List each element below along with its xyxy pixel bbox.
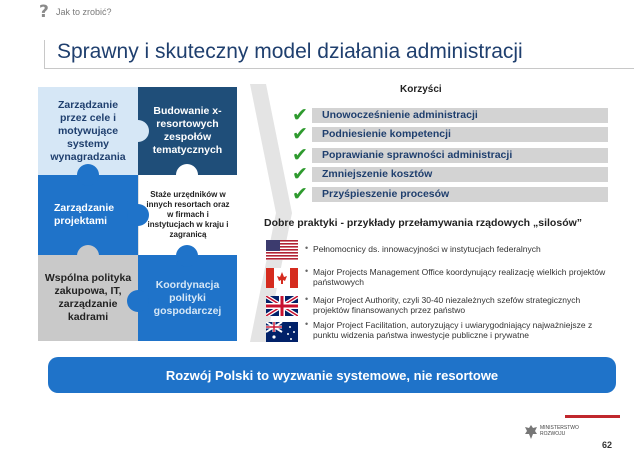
practice-item: Major Project Authority, czyli 30-40 niezależnych szefów strategicznych projektów finansowanych przez państwo [313,295,581,315]
canada-flag-icon [266,268,298,288]
puzzle-tile-internships: Staże urzędników w innych resortach oraz w firmach i instytucjach w kraju i zagranicą [138,175,237,255]
ministry-logo-text: MINISTERSTWO ROZWOJU [540,425,579,437]
practice-item: Pełnomocnicy ds. innowacyjności w instytucjach federalnych [313,244,541,254]
puzzle-tile-coordination: Koordynacja polityki gospodarczej [138,255,237,341]
header-divider-vertical [44,40,45,68]
benefit-item: Poprawianie sprawności administracji [312,148,608,163]
benefit-item: Unowocześnienie administracji [312,108,608,123]
check-icon: ✔ [292,123,308,145]
puzzle-knob [77,164,99,186]
uk-flag-icon [266,296,298,316]
puzzle-tile-teams: Budowanie x-resortowych zespołów tematycznych [138,87,237,175]
check-icon: ✔ [292,163,308,185]
header-divider [44,68,634,69]
puzzle-knob [127,290,149,312]
practice-item: Major Project Facilitation, autoryzujący i uwiarygodniający najważniejsze z punktu widzenia państwa inwestycje publiczne i prywatne [313,320,593,340]
puzzle-knob [77,245,99,267]
benefits-heading: Korzyści [400,84,442,95]
footer-accent-bar [565,415,620,418]
benefit-item: Przyśpieszenie procesów [312,187,608,202]
eagle-emblem-icon [524,424,538,440]
practice-item: Major Projects Management Office koordynujący realizację wielkich projektów państwowych [313,267,606,287]
australia-flag-icon [266,322,298,342]
check-icon: ✔ [292,144,308,166]
puzzle-knob [176,164,198,186]
question-label: Jak to zrobić? [56,7,112,17]
page-number: 62 [602,440,613,450]
check-icon: ✔ [292,183,308,205]
puzzle-tile-projects: Zarządzanie projektami [38,175,138,255]
benefit-item: Zmniejszenie kosztów [312,167,608,182]
usa-flag-icon [266,240,298,260]
check-icon: ✔ [292,104,308,126]
puzzle-knob [127,204,149,226]
page-title: Sprawny i skuteczny model działania administracji [57,40,523,63]
summary-banner: Rozwój Polski to wyzwanie systemowe, nie resortowe [48,357,616,393]
question-icon: ? [39,2,49,22]
puzzle-knob [127,120,149,142]
puzzle-knob [176,245,198,267]
puzzle-tile-goals: Zarządzanie przez cele i motywujące systemy wynagradzania [38,87,138,175]
puzzle-tile-procurement: Wspólna polityka zakupowa, IT, zarządzanie kadrami [38,255,138,341]
practices-heading: Dobre praktyki - przykłady przełamywania rządowych „silosów” [264,217,583,229]
benefit-item: Podniesienie kompetencji [312,127,608,142]
